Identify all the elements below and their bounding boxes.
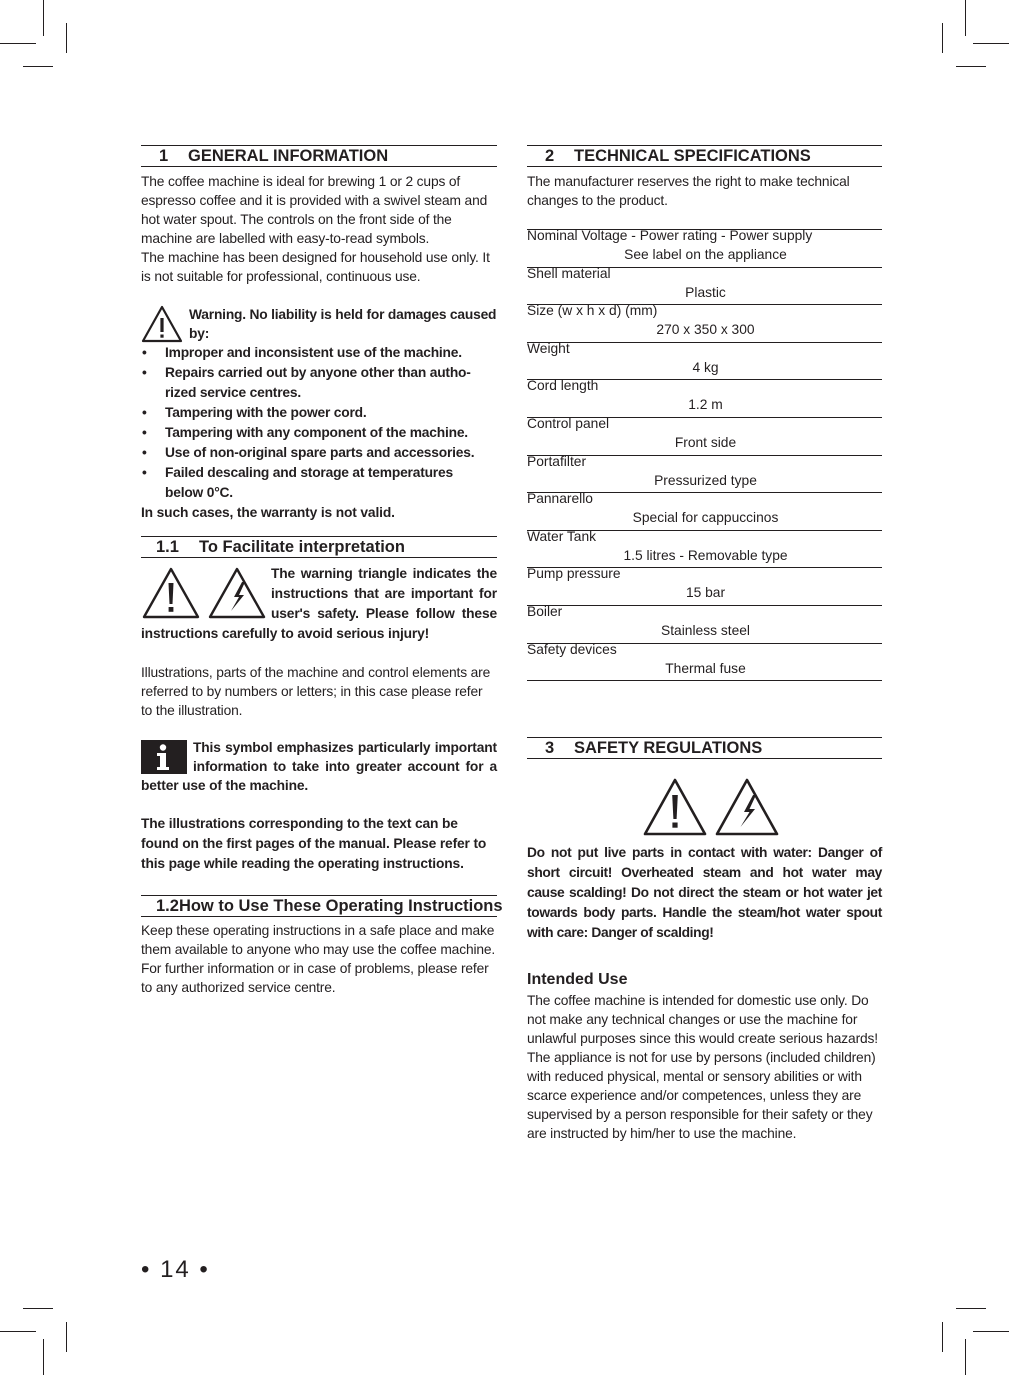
spec-table (527, 229, 882, 681)
list-item: • Tampering with the power cord. (141, 403, 497, 423)
section-heading-specs (527, 145, 882, 167)
section-number: 3 (545, 739, 555, 758)
section-heading-safety (527, 737, 882, 759)
crop-mark (43, 0, 44, 36)
intended-use-text: The coffee machine is intended for domestic use only. Do not make any technical changes or use the machine for unlawful purposes since this would create serious hazards! The appliance is not for use by persons (included children) with reduced physical, mental or sensory abilities or with scarce experience and/or competences, unless they are supervised by a person responsible for their safety or they are instructed by him/her to use the machine. (527, 993, 878, 1142)
crop-mark (66, 23, 67, 53)
general-para-2: The machine has been designed for household use only. It is not suitable for professional, continuous use. (141, 250, 490, 284)
spec-value: Front side (674, 434, 737, 450)
crop-mark (66, 1322, 67, 1352)
right-column (527, 145, 882, 1143)
warning-title: Warning. No liability is held for damages caused by: (189, 307, 497, 341)
spec-row (527, 455, 882, 493)
crop-mark (0, 1331, 36, 1332)
illustrations-pages-para: The illustrations corresponding to the text can be found on the first pages of the manual. Please refer to this page while reading the operating instructions. (141, 816, 487, 871)
spec-label: Pump pressure (527, 566, 621, 582)
spec-label: Weight (527, 340, 570, 356)
triangle-explanation (141, 564, 497, 644)
safety-warning: Do not put live parts in contact with water: Danger of short circuit! Overheated steam and hot water may cause scalding! Do not direct the steam or hot water jet towards body parts. Handle the steam/hot water spout with care: Danger of scalding! (527, 845, 882, 941)
list-item-text: Failed descaling and storage at temperatures below 0°C. (165, 465, 453, 500)
spec-label: Size (w x h x d) (mm) (527, 303, 658, 319)
crop-mark (973, 43, 1009, 44)
list-item: • Tampering with any component of the machine. (141, 423, 497, 443)
section-heading-facilitate (141, 536, 497, 558)
section-title: To Facilitate interpretation (199, 538, 405, 556)
section-number: 1.2 (156, 897, 179, 915)
crop-mark (0, 43, 36, 44)
info-text: This symbol emphasizes particularly important information to take into greater account for a better use of the machine. (141, 740, 497, 793)
spec-label: Portafilter (527, 453, 587, 469)
spec-row (527, 304, 882, 342)
spec-label: Safety devices (527, 641, 617, 657)
spec-value: Pressurized type (654, 472, 757, 488)
list-item-text: Repairs carried out by anyone other than autho-rized service centres. (165, 365, 471, 400)
spec-label: Nominal Voltage - Power rating - Power supply (527, 228, 813, 243)
triangle-text: The warning triangle indicates the instructions that are important for user's safety. Please follow these instructions carefully to avoid serious injury! (141, 566, 497, 641)
spec-row (527, 342, 882, 380)
spec-value: Special for cappuccinos (632, 510, 779, 526)
spec-value: 15 bar (685, 585, 726, 601)
spec-value: 270 x 350 x 300 (656, 322, 755, 338)
section-title: SAFETY REGULATIONS (574, 739, 763, 758)
spec-value: Stainless steel (661, 622, 750, 638)
spec-label: Water Tank (527, 528, 597, 544)
section-number: 1 (159, 147, 169, 165)
spec-value: 4 kg (692, 359, 719, 375)
crop-mark (942, 1322, 943, 1352)
section-title: TECHNICAL SPECIFICATIONS (574, 147, 811, 165)
list-item: • Improper and inconsistent use of the machine. (141, 343, 497, 363)
spec-row (527, 605, 882, 643)
section-title: How to Use These Operating Instructions (178, 897, 503, 915)
left-column (141, 145, 503, 997)
list-item (141, 363, 497, 403)
spec-row (527, 567, 882, 605)
spec-value: Plastic (685, 284, 726, 300)
section-heading-general (141, 145, 497, 167)
howto-para-2: For further information or in case of problems, please refer to any authorized service centre. (141, 961, 489, 995)
crop-mark (23, 1308, 53, 1309)
spec-label: Control panel (527, 415, 610, 431)
page-number: • 14 • (141, 1256, 210, 1283)
spec-label: Shell material (527, 265, 611, 281)
crop-mark (965, 1339, 966, 1375)
crop-mark (43, 1339, 44, 1375)
spec-label: Cord length (527, 378, 599, 394)
section-number: 1.1 (156, 538, 179, 556)
crop-mark (965, 0, 966, 36)
spec-row (527, 643, 882, 681)
warning-triangle-icon (141, 566, 201, 620)
spec-row (527, 379, 882, 417)
crop-mark (956, 66, 986, 67)
section-number: 2 (545, 147, 555, 165)
specs-intro: The manufacturer reserves the right to make technical changes to the product. (527, 174, 850, 208)
spec-row (527, 492, 882, 530)
safety-symbols (527, 777, 882, 837)
crop-mark (973, 1331, 1009, 1332)
spec-value: Thermal fuse (665, 660, 746, 676)
crop-mark (942, 23, 943, 53)
spec-label: Pannarello (527, 491, 593, 507)
list-item (141, 463, 497, 503)
spec-label: Boiler (527, 603, 563, 619)
section-heading-howto (141, 895, 503, 917)
spec-value: 1.2 m (688, 397, 723, 413)
general-para-1: The coffee machine is ideal for brewing 1 or 2 cups of espresso coffee and it is provided with a swivel steam and hot water spout. The controls on the front side of the machine are labelled with easy-to-read symbols. (141, 174, 488, 246)
section-title: GENERAL INFORMATION (188, 147, 389, 165)
illustrations-para: Illustrations, parts of the machine and control elements are referred to by numbers or letters; in this case please refer to the illustration. (141, 665, 491, 718)
spec-row (527, 229, 882, 267)
list-item: • Use of non-original spare parts and accessories. (141, 443, 497, 463)
warning-list (141, 343, 497, 503)
info-explanation (141, 738, 497, 795)
info-icon (141, 740, 187, 774)
warranty-note: In such cases, the warranty is not valid. (141, 505, 395, 520)
spec-row (527, 530, 882, 568)
spec-row (527, 417, 882, 455)
spec-value: 1.5 litres - Removable type (623, 547, 788, 563)
crop-mark (956, 1308, 986, 1309)
warning-block (141, 305, 497, 343)
spec-value: See label on the appliance (624, 247, 787, 262)
warning-triangle-icon (141, 305, 183, 343)
howto-para-1: Keep these operating instructions in a safe place and make them available to anyone who may use the coffee machine. (141, 923, 496, 957)
symbol-pair (141, 566, 267, 620)
spec-row (527, 267, 882, 305)
warning-triangle-icon (642, 777, 708, 837)
intended-use-title: Intended Use (527, 971, 628, 989)
electric-hazard-icon (714, 777, 780, 837)
electric-hazard-icon (207, 566, 267, 620)
crop-mark (23, 66, 53, 67)
